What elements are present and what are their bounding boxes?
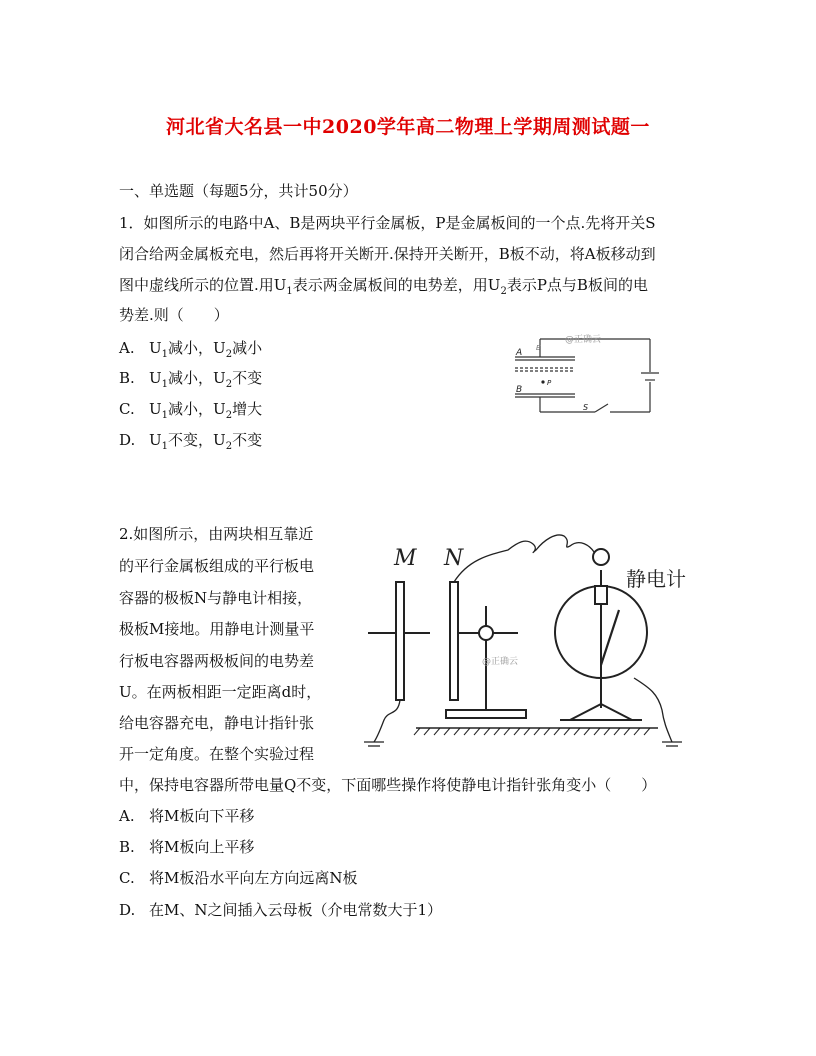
q1-watermark: @正确云 bbox=[565, 335, 602, 345]
label-m: M bbox=[394, 546, 417, 571]
q1-circuit-diagram bbox=[505, 330, 675, 420]
switch-s bbox=[595, 404, 608, 412]
q2-line-2: 的平行金属板组成的平行板电 bbox=[119, 557, 315, 575]
q2-line-6: U。在两板相距一定距离d时， bbox=[119, 683, 322, 701]
q1-option-b[interactable]: B. $U_1$减小，$U_2$不变 bbox=[119, 369, 263, 390]
plate-n bbox=[450, 582, 458, 700]
q2-option-d[interactable]: D. 在M、N之间插入云母板（介电常数大于1） bbox=[119, 901, 443, 919]
electrometer-knob bbox=[593, 549, 609, 565]
q2-line-7: 给电容器充电，静电计指针张 bbox=[119, 714, 315, 732]
q1-option-c[interactable]: C. $U_1$减小，$U_2$增大 bbox=[119, 400, 263, 421]
q2-option-a[interactable]: A. 将M板向下平移 bbox=[119, 807, 255, 825]
q2-line-8: 开一定角度。在整个实验过程 bbox=[119, 745, 315, 763]
point-p bbox=[541, 380, 544, 383]
q1-line-2: 闭合给两金属板充电，然后再将开关断开.保持开关断开，B板不动，将A板移动到 bbox=[119, 245, 656, 263]
q2-line-5: 行板电容器两极板间的电势差 bbox=[119, 652, 315, 670]
label-electrometer: 静电计 bbox=[626, 567, 686, 591]
label-s: S bbox=[583, 403, 589, 412]
q2-line-9: 中，保持电容器所带电量Q不变，下面哪些操作将使静电计指针张角变小（ ） bbox=[119, 776, 657, 794]
q2-watermark: @正确云 bbox=[482, 657, 519, 667]
q1-line-4: 势差.则（ ） bbox=[119, 306, 229, 324]
plate-m bbox=[396, 582, 404, 700]
label-b: B bbox=[516, 385, 523, 395]
q2-electrometer-diagram bbox=[358, 520, 698, 750]
label-n: N bbox=[444, 546, 464, 571]
label-e: E bbox=[536, 344, 541, 352]
electrometer-needle bbox=[601, 610, 619, 665]
q2-line-4: 极板M接地。用静电计测量平 bbox=[119, 620, 315, 638]
label-p: P bbox=[547, 379, 552, 387]
q1-option-a[interactable]: A. $U_1$减小，$U_2$减小 bbox=[119, 339, 263, 360]
q2-option-c[interactable]: C. 将M板沿水平向左方向远离N板 bbox=[119, 869, 358, 887]
stand-base bbox=[446, 710, 526, 718]
q1-line-3: 图中虚线所示的位置.用$U_1$表示两金属板间的电势差，用$U_2$表示P点与B板间的电 bbox=[119, 276, 648, 297]
section-heading: 一、单选题（每题5分，共计50分） bbox=[119, 182, 358, 200]
label-a: A bbox=[516, 348, 523, 358]
q2-option-b[interactable]: B. 将M板向上平移 bbox=[119, 838, 255, 856]
q2-line-1: 2.如图所示，由两块相互靠近 bbox=[119, 525, 314, 543]
connecting-wire bbox=[454, 535, 594, 582]
q1-line-1: 1．如图所示的电路中A、B是两块平行金属板，P是金属板间的一个点.先将开关S bbox=[119, 214, 656, 232]
q2-line-3: 容器的极板N与静电计相接， bbox=[119, 589, 313, 607]
document-title: 河北省大名县一中2020学年高二物理上学期周测试题一 bbox=[166, 116, 650, 138]
q1-option-d[interactable]: D. $U_1$不变，$U_2$不变 bbox=[119, 431, 263, 452]
